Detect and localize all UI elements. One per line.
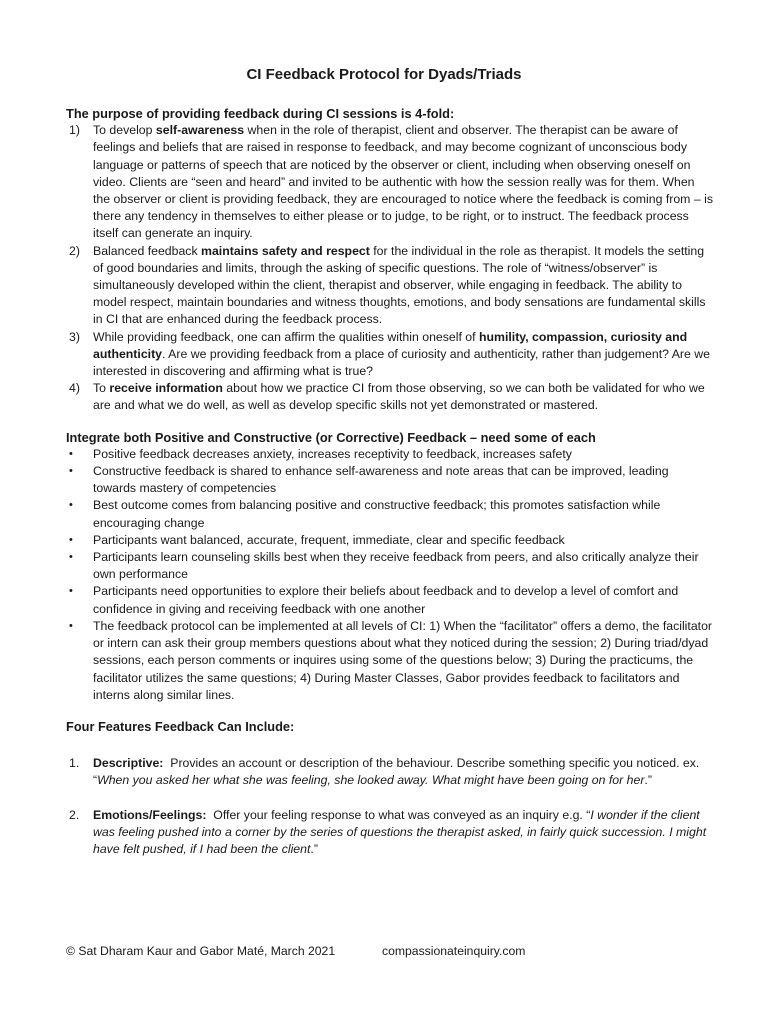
features-section	[66, 718, 714, 858]
purpose-heading: The purpose of providing feedback during CI sessions is 4-fold:	[66, 106, 455, 121]
purpose-item: 4) To receive information about how we practice CI from those observing, so we can both be validated for who we are and what we do well, as well as develop specific skills not yet demonstrated or mastered.	[69, 381, 705, 413]
features-list	[66, 755, 714, 858]
bullet-icon: •	[69, 585, 73, 598]
list-item: • Participants need opportunities to explore their beliefs about feedback and to develop a level of comfort and confidence in giving and receiving feedback with one another	[69, 584, 679, 616]
emphasis: receive information	[109, 381, 223, 396]
purpose-list	[66, 122, 714, 414]
list-item: • Participants learn counseling skills best when they receive feedback from peers, and also critically analyze their own performance	[69, 550, 699, 582]
emphasis: maintains safety and respect	[201, 243, 370, 258]
list-number: 1)	[69, 123, 80, 138]
bullet-icon: •	[69, 447, 73, 460]
feature-item-descriptive: 1. Descriptive: Provides an account or description of the behaviour. Describe something specific you noticed. ex. “When you asked her what she was feeling, she looked away. What might have been going on for her.”	[69, 756, 700, 788]
list-item: • The feedback protocol can be implemented at all levels of CI: 1) When the “facilitator” offers a demo, the facilitator or intern can ask their group members questions about what they noticed during the session; 2) During triad/dyad sessions, each person comments or inquires using some of the questions below; 3) During the practicums, the facilitator utilizes the same questions; 4) During Master Classes, Gabor provides feedback to facilitators and interns along similar lines.	[69, 618, 713, 702]
bullet-icon: •	[69, 551, 73, 564]
purpose-item: 1) To develop self-awareness when in the role of therapist, client and observer. The therapist can be aware of feelings and beliefs that are raised in response to feedback, and may become cognizant of unconscious body language or patterns of speech that are noticed by the observer or client, including when observing oneself on video. Clients are “seen and heard” and invited to be authentic with how the session really was for them. When the observer or client is providing feedback, they are encouraged to notice where the feedback is coming from – is there any tendency in themselves to either please or to judge, to be right, or to instruct. The feedback process itself can generate an inquiry.	[69, 123, 713, 241]
bullet-icon: •	[69, 533, 73, 546]
list-number: 2.	[69, 807, 80, 822]
feedback-balance-section	[66, 429, 714, 704]
bullet-icon: •	[69, 465, 73, 478]
list-number: 3)	[69, 329, 80, 344]
page-title: CI Feedback Protocol for Dyads/Triads	[246, 66, 522, 83]
list-item: • Participants want balanced, accurate, frequent, immediate, clear and specific feedback	[66, 532, 714, 549]
document-body	[66, 105, 714, 858]
page-footer	[66, 944, 526, 958]
bullet-icon: •	[69, 619, 73, 632]
purpose-item: 3) While providing feedback, one can affirm the qualities within oneself of humility, compassion, curiosity and authenticity. Are we providing feedback from a place of curiosity and authenticity, rather than judgement? Are we interested in discovering and affirming what is true?	[69, 329, 710, 379]
list-item: • Positive feedback decreases anxiety, increases receptivity to feedback, increases safety	[66, 446, 714, 463]
emphasis: self-awareness	[155, 123, 245, 138]
copyright-notice: © Sat Dharam Kaur and Gabor Maté, March 2021	[66, 944, 336, 958]
list-item: • Constructive feedback is shared to enhance self-awareness and note areas that can be improved, leading towards mastery of competencies	[69, 464, 669, 496]
feedback-balance-list	[66, 446, 714, 704]
feature-label: Descriptive:	[93, 756, 164, 771]
list-item: • Best outcome comes from balancing positive and constructive feedback; this promotes satisfaction while encouraging change	[69, 498, 661, 530]
features-heading: Four Features Feedback Can Include:	[66, 718, 295, 734]
list-number: 1.	[69, 756, 80, 771]
feature-item-emotions: 2. Emotions/Feelings: Offer your feeling response to what was conveyed as an inquiry e.g. “I wonder if the client was feeling pushed into a corner by the series of questions the therapist asked, in fairly quick succession. I might have felt pushed, if I had been the client.”	[69, 807, 707, 856]
example-quote: When you asked her what she was feeling, she looked away. What might have been going on for her	[97, 773, 645, 788]
list-number: 4)	[69, 381, 80, 396]
website-text: compassionateinquiry.com	[382, 944, 526, 958]
list-number: 2)	[69, 243, 80, 258]
purpose-item: 2) Balanced feedback maintains safety and respect for the individual in the role as therapist. It models the setting of good boundaries and limits, through the asking of specific questions. The role of “witness/observer” is simultaneously developed within the client, therapist and observer, while engaging in feedback. The ability to model respect, maintain boundaries and witness thoughts, emotions, and body sensations are fundamental skills in CI that are enhanced during the feedback process.	[69, 243, 706, 327]
emphasis: humility, compassion, curiosity and authenticity	[93, 329, 688, 361]
feature-label: Emotions/Feelings:	[93, 807, 207, 822]
bullet-icon: •	[69, 499, 73, 512]
feedback-balance-heading: Integrate both Positive and Constructive (or Corrective) Feedback – need some of each	[66, 429, 596, 445]
example-quote: I wonder if the client was feeling pushed into a corner by the series of questions the therapist asked, in fairly quick succession. I might have felt pushed, if I had been the client	[93, 807, 707, 856]
